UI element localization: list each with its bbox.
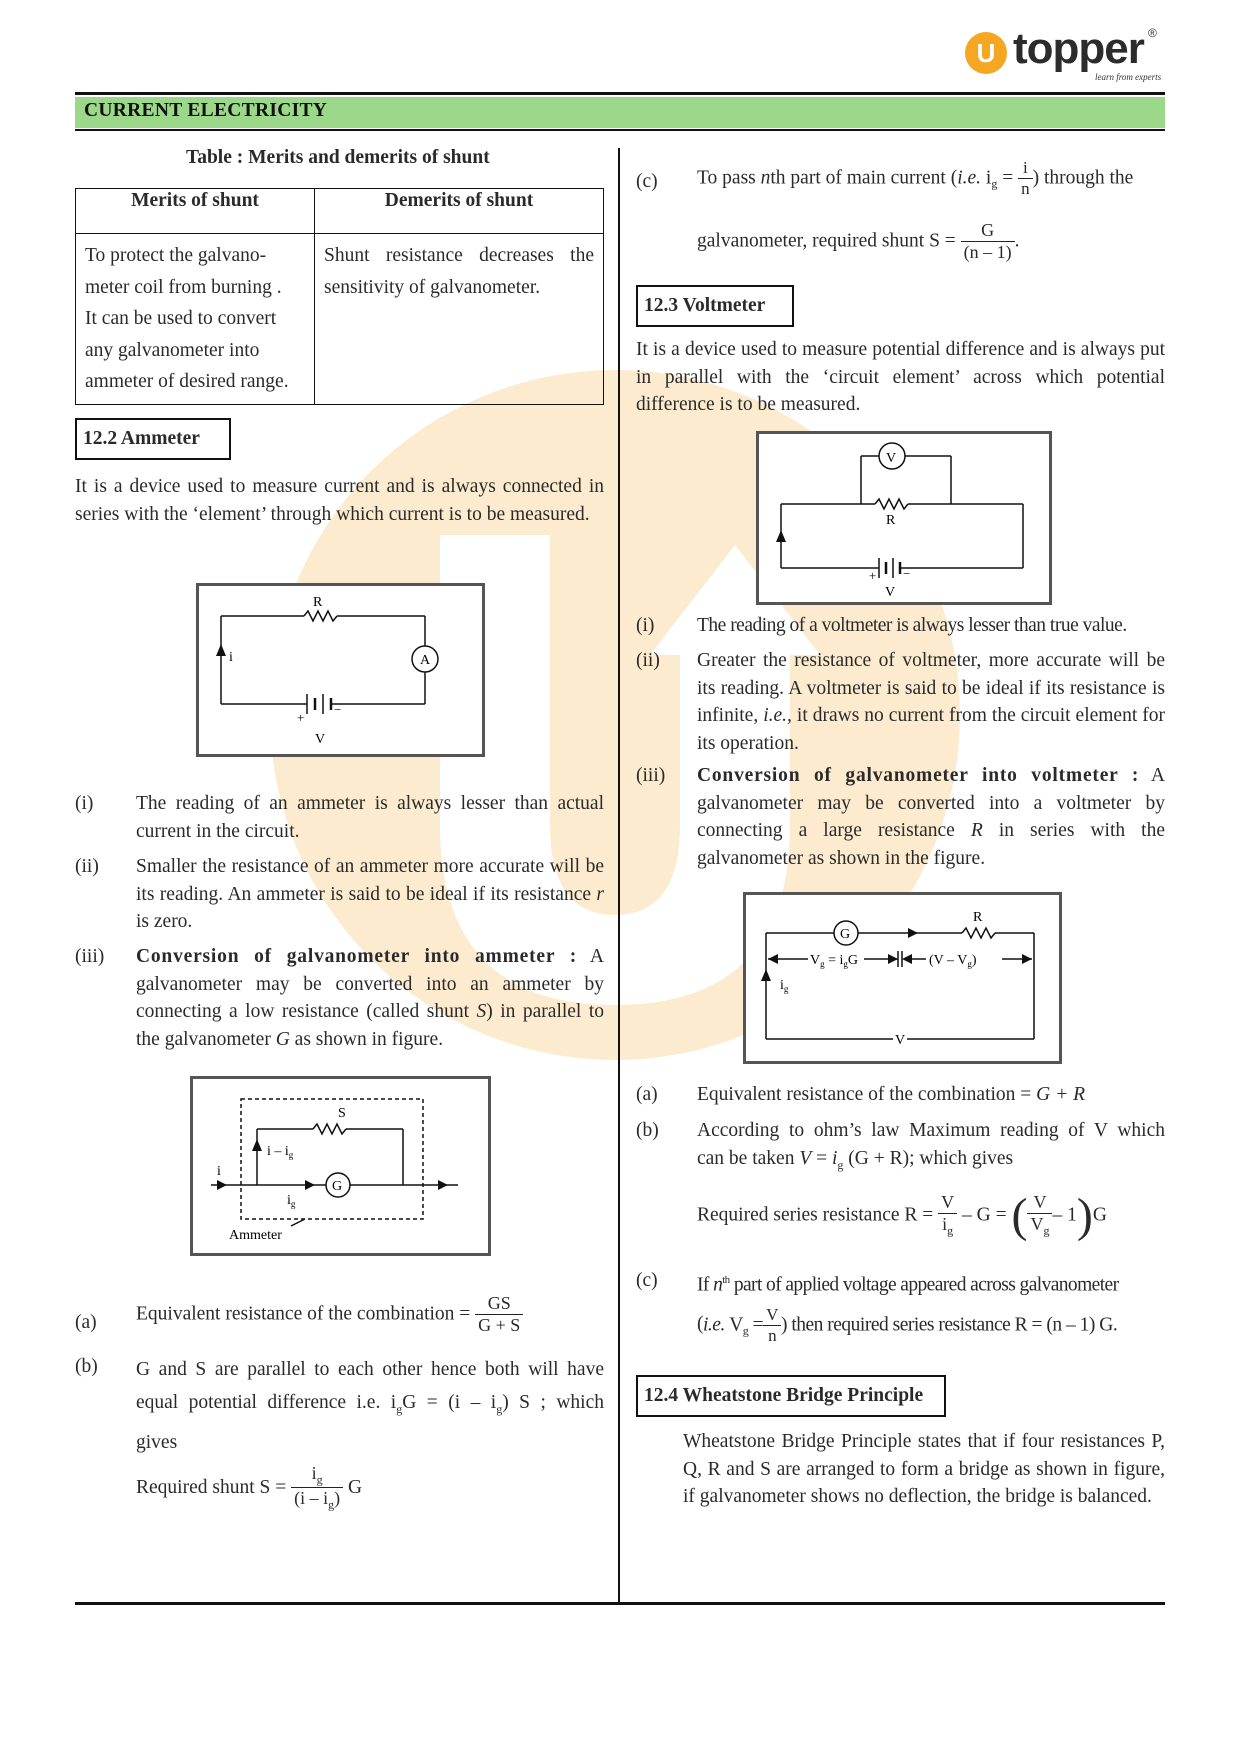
voltmeter-conversion-figure — [743, 892, 1062, 1064]
merit-line: It can be used to convert — [85, 308, 277, 329]
point-text-pre: A galvanometer may be converted into an ammeter by connecting a low resistance (called shunt — [136, 946, 604, 1022]
vg-eq-sub: g — [843, 959, 848, 969]
galvanometer-var: G — [275, 1028, 290, 1050]
fraction-denominator: n — [1021, 178, 1030, 198]
c-lhs: S = — [929, 230, 956, 252]
req-fd: i — [942, 1214, 948, 1235]
vc-fraction — [763, 1305, 781, 1345]
c-fraction — [1018, 158, 1033, 198]
c-post: ) through the — [1032, 167, 1134, 189]
vc-line-2: (i.e. $V_g$ = $\frac{V}{n}$ ) then required series resistance R = (n – 1) G. — [697, 1305, 1118, 1345]
point-number: (b) — [636, 1120, 659, 1141]
ammeter-box-label: Ammeter — [229, 1228, 282, 1243]
brand-logo — [965, 24, 1165, 88]
req-lhs: R = — [904, 1204, 934, 1226]
b-eq-sub2: g — [496, 1401, 503, 1416]
req-fd-sub: g — [947, 1223, 954, 1238]
vc-v: V — [729, 1314, 743, 1336]
ammeter-heading: 12.2 Ammeter — [75, 418, 231, 460]
battery-minus-label: − — [903, 566, 911, 581]
point-text: The reading of an ammeter is always lesser than actual current in the circuit. — [136, 793, 604, 842]
vb-eq: = — [811, 1147, 832, 1169]
galvo-current-sub: g — [290, 1199, 296, 1209]
point-text-post: it draws no current from the circuit element for its operation. — [697, 705, 1165, 754]
vg-sub: g — [820, 959, 825, 969]
logo-tagline: learn from experts — [1095, 72, 1162, 82]
voltmeter-heading: 12.3 Voltmeter — [636, 285, 794, 327]
voltmeter-point-2 — [636, 647, 1165, 759]
point-ie: i.e., — [763, 705, 792, 726]
chapter-title: CURRENT ELECTRICITY — [84, 100, 328, 121]
point-text — [697, 762, 1165, 872]
c-eq-mid: = — [997, 167, 1014, 189]
vg-label: V — [810, 953, 821, 968]
req-g: G — [1092, 1204, 1107, 1226]
point-text — [697, 647, 1165, 757]
voltmeter-intro: It is a device used to measure potential difference and is always put in parallel with the ‘circuit element’ across which potential difference is to be measured. — [636, 339, 1165, 415]
fraction-denominator — [291, 1488, 343, 1512]
shunt-var: S — [476, 1001, 487, 1022]
ammeter-point-1 — [75, 790, 604, 846]
voltmeter-point-3 — [636, 762, 1165, 874]
req-paren: ( — [1011, 1189, 1028, 1242]
point-number: (ii) — [636, 650, 660, 671]
fraction-denominator: (n – 1) — [963, 241, 1012, 262]
required-series-resistance — [697, 1188, 1107, 1243]
c-line-2 — [697, 220, 1020, 262]
logo-text: topper — [1013, 24, 1144, 73]
demerit-line: Shunt resistance decreases the — [324, 245, 594, 266]
c-line-1 — [697, 158, 1165, 198]
footer-rule — [75, 1602, 1165, 1605]
battery-plus-label: + — [869, 568, 877, 583]
fraction-denominator: G + S — [478, 1314, 521, 1335]
vc-pre: If — [697, 1274, 714, 1296]
fraction-numerator: V — [763, 1305, 781, 1326]
point-text — [136, 1353, 604, 1459]
vg-g: G — [847, 953, 859, 968]
point-number: (iii) — [75, 946, 105, 967]
vc-th: th — [722, 1274, 730, 1286]
total-v-label: V — [895, 1033, 906, 1048]
shunt-lhs: S = — [259, 1476, 287, 1498]
fraction-numerator: GS — [475, 1293, 523, 1315]
vc-post-2: ) then required series resistance R = (n – 1) G. — [780, 1314, 1118, 1336]
req-fraction-2 — [1027, 1192, 1052, 1238]
b-eq-mid: G = (i – i — [402, 1392, 497, 1413]
c-n: n — [760, 167, 771, 189]
fraction-numerator: G — [961, 220, 1015, 242]
b-eq-sub: g — [396, 1401, 403, 1416]
galvanometer-label: G — [840, 927, 851, 942]
point-text-pre: Greater the resistance of voltmeter, more accurate will be its reading. A voltmeter is said to be ideal if its resistance is infinite, — [697, 650, 1165, 726]
fraction-numerator: V — [938, 1192, 957, 1214]
vr-sub: g — [967, 959, 972, 969]
current-label: i — [229, 650, 233, 665]
chapter-band — [75, 97, 1165, 128]
header-rule-bottom — [75, 129, 1165, 131]
voltmeter-c-row — [636, 1267, 1165, 1357]
shunt-label: S — [338, 1106, 346, 1121]
ammeter-b-row — [75, 1353, 605, 1453]
b-eq-tail: ) S ; which — [502, 1392, 605, 1413]
merit-line: ammeter of desired range. — [85, 371, 289, 392]
demerits-col-header: Demerits of shunt — [315, 189, 604, 234]
column-divider — [618, 148, 620, 1603]
point-text-post: in series with the galvanometer as shown in the figure. — [697, 820, 1165, 869]
point-bold-lead: Conversion of galvanometer into ammeter : — [136, 946, 577, 967]
ammeter-point-3 — [75, 943, 604, 1055]
c-dot: . — [1014, 230, 1020, 252]
battery-v-label: V — [315, 732, 326, 747]
resistor-label: R — [313, 595, 323, 610]
req-paren-close: ) — [1076, 1189, 1093, 1242]
battery-minus-label: − — [334, 702, 342, 717]
req-minus-1: – 1 — [1052, 1204, 1077, 1226]
point-text-post: as shown in figure. — [289, 1028, 444, 1050]
vc-v-sub: g — [742, 1323, 749, 1338]
vc-eq: = — [748, 1314, 764, 1336]
voltmeter-circuit-figure — [756, 431, 1052, 605]
vb-pre: can be taken — [697, 1147, 800, 1169]
c-eq-sub: g — [991, 176, 998, 191]
b-line-2 — [136, 1386, 604, 1426]
wheatstone-text: Wheatstone Bridge Principle states that if four resistances P, Q, R and S are arranged to form a bridge as shown in figure, if galvanometer shows no deflection, the bridge is balanced. — [683, 1431, 1165, 1507]
req-fraction-1 — [938, 1192, 957, 1238]
point-number: (c) — [636, 171, 658, 192]
point-text-mid: ) in parallel to the galvanometer — [136, 1001, 604, 1050]
vb-v: V — [799, 1147, 812, 1169]
required-shunt — [136, 1463, 362, 1513]
battery-v-label: V — [885, 585, 896, 600]
point-text — [136, 943, 604, 1053]
b-eq-i: i — [390, 1392, 397, 1413]
equiv-fraction — [475, 1293, 523, 1335]
shunt-den: (i – i — [294, 1488, 329, 1509]
req-pd: V — [1030, 1214, 1044, 1235]
ig-sub: g — [783, 984, 789, 994]
point-number: (i) — [636, 615, 655, 636]
merits-cell — [76, 234, 315, 405]
point-text: The reading of a voltmeter is always lesser than true value. — [697, 615, 1127, 636]
point-text — [697, 1117, 1165, 1179]
point-number: (ii) — [75, 856, 99, 877]
vg-eq: = i — [824, 953, 844, 968]
point-text-pre: Smaller the resistance of an ammeter more accurate will be its reading. An ammeter is said to be ideal if its resistance — [136, 856, 604, 905]
voltmeter-b-row — [636, 1117, 1165, 1173]
svg-text:ig — [287, 1193, 296, 1209]
b-line-2-pre: equal potential difference i.e. — [136, 1392, 381, 1413]
vb-sub: g — [837, 1157, 844, 1172]
ammeter-a-row — [75, 1293, 604, 1353]
ig-label: i — [780, 978, 784, 993]
vb-line-1: According to ohm’s law Maximum reading of V which — [697, 1120, 1165, 1141]
logo-registered: ® — [1148, 26, 1157, 40]
equiv-text: Equivalent resistance of the combination = — [697, 1084, 1037, 1105]
vb-line-2 — [697, 1145, 1165, 1179]
shunt-current-label: i – i — [267, 1144, 289, 1159]
b-line-1: G and S are parallel to each other hence both will have — [136, 1359, 604, 1380]
ammeter-symbol-label: A — [420, 653, 431, 668]
c-ie: i.e. — [957, 167, 982, 189]
series-r-var: R — [970, 820, 983, 841]
vr-label: (V – V — [929, 953, 968, 968]
c-fraction-2 — [961, 220, 1015, 262]
vc-post: part of applied voltage appeared across galvanometer — [729, 1274, 1119, 1296]
svg-text:i – ig — [267, 1144, 294, 1160]
battery-plus-label: + — [297, 710, 305, 725]
galvanometer-label: G — [332, 1179, 343, 1194]
point-text — [136, 1293, 616, 1335]
svg-text:Vg = igG — [810, 953, 858, 969]
demerit-line: sensitivity of galvanometer. — [324, 276, 541, 298]
fraction-denominator: n — [768, 1325, 777, 1345]
equiv-text: Equivalent resistance of the combination = — [136, 1303, 471, 1325]
resistor-label: R — [886, 513, 896, 528]
point-text — [136, 853, 604, 936]
voltmeter-point-1 — [636, 612, 1165, 640]
vc-ie: i.e. — [703, 1314, 725, 1336]
resistance-var: r — [596, 883, 604, 905]
point-number: (b) — [75, 1356, 98, 1377]
logo-badge-icon — [965, 32, 1007, 74]
main-current-label: i — [217, 1164, 221, 1179]
fraction-denominator — [1027, 1214, 1052, 1238]
logo-letter: U — [976, 38, 996, 68]
fraction-denominator — [938, 1214, 957, 1238]
header-rule-top — [75, 92, 1165, 95]
point-text — [697, 1081, 1165, 1109]
ammeter-intro: It is a device used to measure current and is always connected in series with the ‘element’ through which current is to be measured. — [75, 476, 604, 525]
voltmeter-symbol-label: V — [886, 451, 897, 466]
merit-line: any galvanometer into — [85, 339, 260, 361]
shunt-circuit-figure — [190, 1076, 491, 1256]
point-number: (iii) — [636, 765, 666, 786]
point-number: (a) — [636, 1084, 658, 1105]
vb-tail: (G + R); which gives — [843, 1147, 1014, 1169]
right-c-row — [636, 158, 1165, 278]
merit-line: To protect the galvano- — [85, 245, 267, 266]
merits-table — [75, 188, 604, 405]
vb-i: i — [832, 1147, 838, 1169]
shunt-den-tail: ) — [334, 1488, 341, 1509]
series-resistor-label: R — [973, 910, 983, 925]
galvo-current-label: i — [287, 1193, 291, 1208]
b-line-3: gives — [136, 1431, 178, 1453]
shunt-label-text: Required shunt — [136, 1476, 255, 1498]
c-mid: th part of main current ( — [770, 167, 958, 189]
fraction-numerator — [291, 1463, 343, 1488]
fraction-numerator: i — [1018, 158, 1033, 179]
demerits-cell — [315, 234, 604, 405]
shunt-num-sub: g — [316, 1472, 323, 1487]
shunt-num: i — [311, 1463, 317, 1483]
vc-n: n — [713, 1274, 723, 1296]
req-pd-sub: g — [1043, 1223, 1050, 1238]
vc-line-1 — [697, 1267, 1165, 1299]
point-text-pre: A galvanometer may be converted into a voltmeter by connecting a large resistance — [697, 765, 1165, 841]
ammeter-point-2 — [75, 853, 604, 937]
equiv-expr: G + R — [1036, 1084, 1086, 1105]
voltmeter-a-row — [636, 1081, 1165, 1109]
svg-text:ig — [780, 978, 789, 994]
merits-col-header: Merits of shunt — [76, 189, 315, 234]
req-minus-g: – G = — [962, 1204, 1007, 1226]
c-eq: i — [985, 167, 992, 189]
fraction-numerator: V — [1027, 1192, 1052, 1214]
point-number: (i) — [75, 793, 94, 814]
point-text-post: is zero. — [136, 911, 193, 932]
point-number: (c) — [636, 1270, 658, 1291]
shunt-den-sub: g — [328, 1497, 335, 1512]
shunt-tail: G — [347, 1476, 363, 1498]
svg-text:(V – Vg): $(V - V_g)$ — [929, 953, 977, 969]
req-label: Required series resistance — [697, 1204, 900, 1226]
table-caption: Table : Merits and demerits of shunt — [186, 147, 490, 168]
c-line-2-text: galvanometer, required shunt — [697, 230, 925, 252]
ammeter-circuit-figure — [196, 583, 485, 757]
shunt-fraction — [291, 1463, 343, 1513]
shunt-current-sub: g — [288, 1150, 294, 1160]
point-number: (a) — [75, 1312, 97, 1333]
c-pre: To pass — [697, 167, 761, 189]
merit-line: meter coil from burning . — [85, 276, 282, 298]
wheatstone-heading: 12.4 Wheatstone Bridge Principle — [636, 1375, 946, 1417]
point-bold-lead: Conversion of galvanometer into voltmeter : — [697, 765, 1140, 786]
